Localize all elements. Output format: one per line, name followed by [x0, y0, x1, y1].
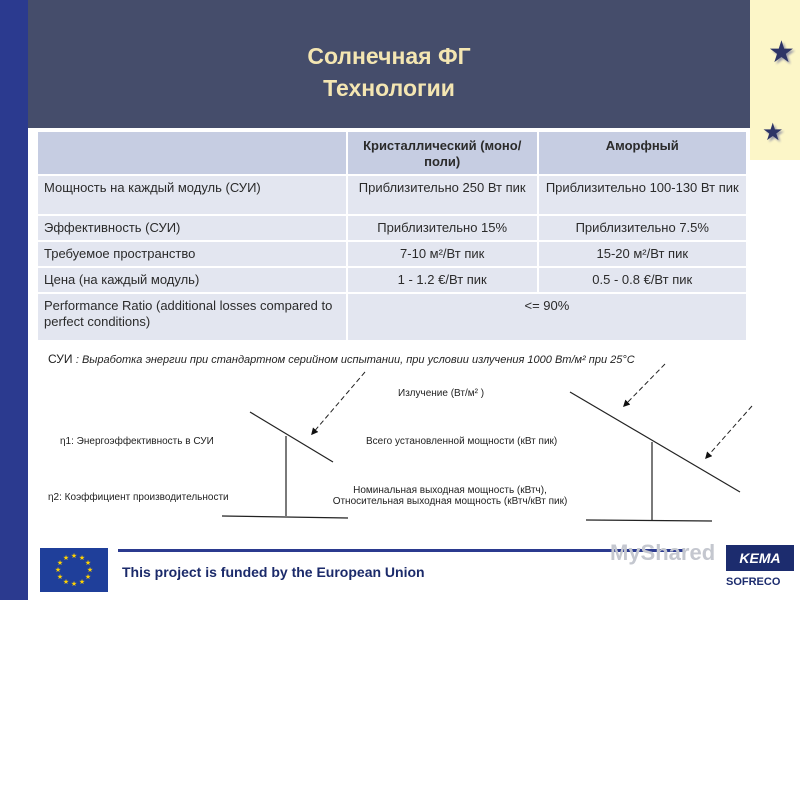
svg-text:★: ★ [62, 554, 70, 562]
panel-line [250, 412, 333, 462]
eta1-label: η1: Энергоэффективность в СУИ [60, 436, 214, 447]
svg-text:★: ★ [84, 573, 92, 581]
table-cell: Приблизительно 7.5% [538, 215, 747, 241]
row-label: Требуемое пространство [37, 241, 347, 267]
row-label: Эффективность (СУИ) [37, 215, 347, 241]
kema-logo: KEMA [726, 545, 794, 571]
title-line-2: Технологии [323, 75, 455, 101]
eu-stars-icon [40, 548, 108, 592]
svg-text:★: ★ [78, 578, 86, 586]
table-cell: <= 90% [347, 293, 747, 341]
ground-line [586, 520, 712, 521]
sofreco-logo: SOFRECO [726, 576, 781, 588]
row-label: Мощность на каждый модуль (СУИ) [37, 175, 347, 215]
installed-power-label: Всего установленной мощности (кВт пик) [366, 436, 558, 447]
star-icon: ★ [762, 119, 784, 146]
side-label: EuropeAid/129710/C/SUP/BY [6, 605, 22, 804]
footnote-term: СУИ [48, 352, 73, 366]
output-label [330, 485, 570, 507]
irradiation-arrow [312, 372, 365, 434]
column-header: Аморфный [538, 131, 747, 175]
row-label: Performance Ratio (additional losses compared to perfect conditions) [37, 293, 347, 341]
table-cell: Приблизительно 100-130 Вт пик [538, 175, 747, 215]
table-cell: 0.5 - 0.8 €/Вт пик [538, 267, 747, 293]
eu-flag-logo [40, 548, 108, 592]
irradiation-arrow [624, 364, 665, 406]
svg-text:★: ★ [70, 552, 78, 560]
svg-text:★: ★ [62, 578, 70, 586]
eta2-label: η2: Коэффициент производительности [48, 492, 229, 503]
star-icon: ★ [768, 36, 795, 69]
svg-text:★: ★ [78, 554, 86, 562]
title-line-1: Солнечная ФГ [307, 43, 471, 69]
footer-divider [118, 549, 683, 552]
svg-text:★: ★ [86, 566, 94, 574]
funding-statement: This project is funded by the European Union [122, 564, 425, 580]
svg-text:★: ★ [56, 573, 64, 581]
irradiation-arrow [706, 406, 752, 458]
column-header: Кристаллический (моно/поли) [347, 131, 538, 175]
panel-line [570, 392, 740, 492]
table-cell: Приблизительно 250 Вт пик [347, 175, 538, 215]
ground-line [222, 516, 348, 518]
output-line-1: Номинальная выходная мощность (кВтч), [353, 485, 547, 496]
svg-text:★: ★ [54, 566, 62, 574]
table-cell: Приблизительно 15% [347, 215, 538, 241]
watermark: MyShared [610, 540, 716, 565]
table-cell: 7-10 м²/Вт пик [347, 241, 538, 267]
svg-text:★: ★ [56, 559, 64, 567]
svg-text:★: ★ [84, 559, 92, 567]
svg-text:★: ★ [70, 580, 78, 588]
footnote-text: : Выработка энергии при стандартном серийном испытании, при условии излучения 1000 Вт/м² при 25°C [75, 354, 635, 366]
row-label: Цена (на каждый модуль) [37, 267, 347, 293]
table-cell: 15-20 м²/Вт пик [538, 241, 747, 267]
irradiation-label: Излучение (Вт/м² ) [398, 388, 485, 399]
table-cell: 1 - 1.2 €/Вт пик [347, 267, 538, 293]
output-line-2: Относительная выходная мощность (кВтч/кВт пик) [332, 496, 568, 507]
